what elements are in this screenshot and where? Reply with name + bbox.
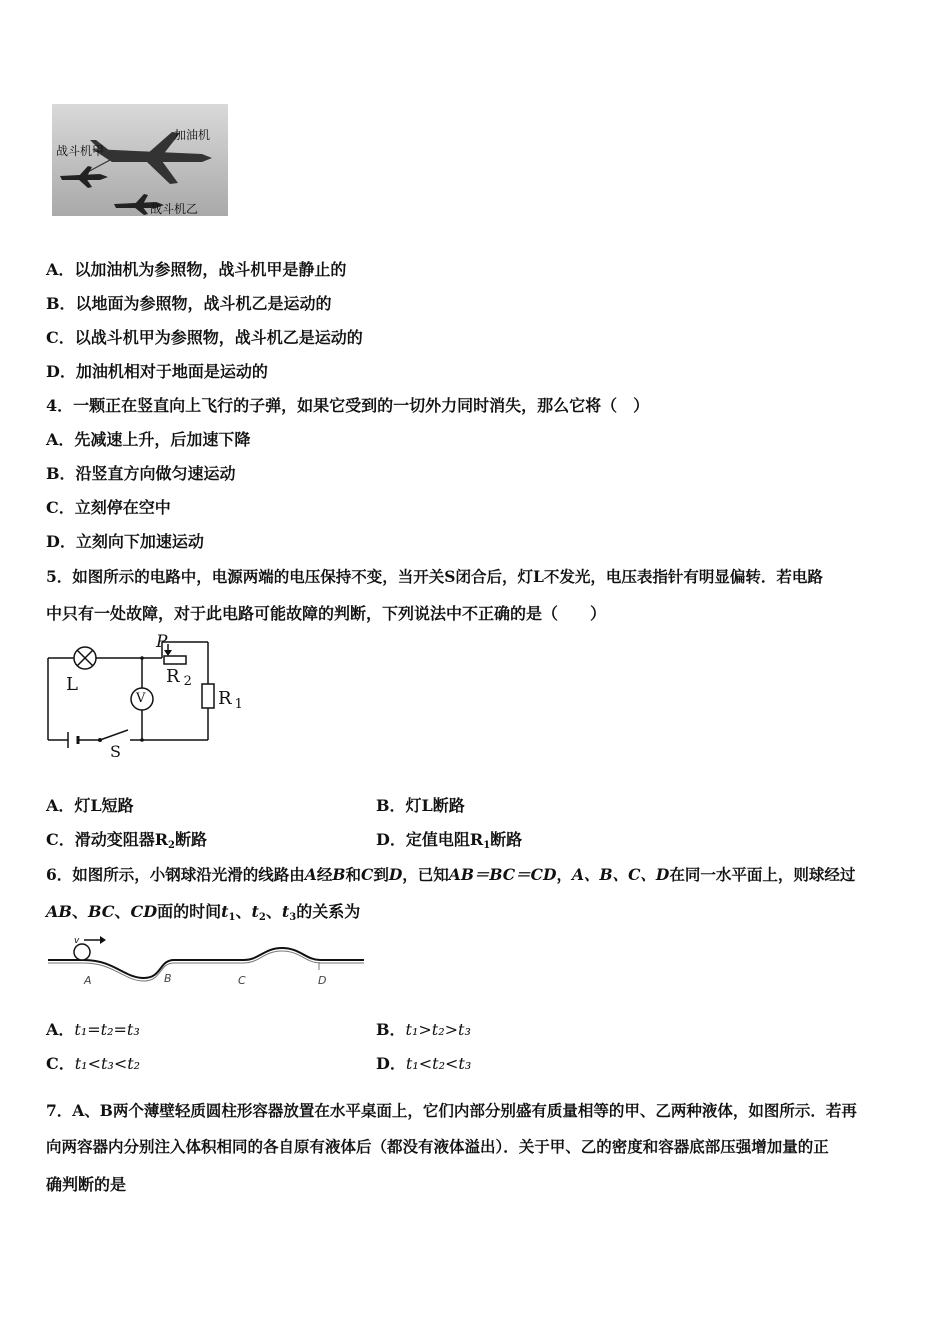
label-point-C: C	[238, 974, 246, 987]
label-velocity: v	[74, 936, 80, 946]
q5-option-a: A．灯L短路	[46, 796, 134, 815]
label-point-B: B	[164, 972, 172, 985]
label-switch-S: S	[110, 742, 121, 761]
refueling-photo	[52, 104, 228, 216]
fighter-a-label: 战斗机甲	[56, 144, 105, 158]
q4-stem: 4．一颗正在竖直向上飞行的子弹，如果它受到的一切外力同时消失，那么它将（ ）	[46, 396, 650, 415]
q6-stem-line2: AB、BC、CD面的时间t1、t2、t3的关系为	[46, 902, 361, 923]
label-R1: R $_1$	[218, 688, 243, 712]
q5-option-b: B．灯L断路	[376, 796, 465, 815]
q6-option-a: A．t₁=t₂=t₃	[46, 1020, 140, 1039]
fighter-b-label: 战斗机乙	[150, 202, 199, 216]
q3-option-d: D．加油机相对于地面是运动的	[46, 362, 268, 381]
label-voltmeter-V: V	[136, 691, 146, 706]
label-point-D: D	[318, 974, 327, 987]
q6-option-c: C．t₁<t₃<t₂	[46, 1054, 141, 1073]
q6-option-b: B．t₁>t₂>t₃	[376, 1020, 471, 1039]
refueling-photo-drawing	[52, 104, 228, 216]
q6-option-d: D．t₁<t₂<t₃	[376, 1054, 472, 1073]
q5-stem-line2: 中只有一处故障，对于此电路可能故障的判断，下列说法中不正确的是（ ）	[46, 604, 607, 623]
label-slider-P: P	[156, 632, 168, 652]
label-lamp-L: L	[66, 674, 78, 695]
q5-option-d: D．定值电阻R1断路	[376, 830, 523, 851]
circuit-diagram	[44, 632, 254, 766]
q4-option-d: D．立刻向下加速运动	[46, 532, 204, 551]
label-point-A: A	[84, 974, 92, 987]
q3-option-b: B．以地面为参照物，战斗机乙是运动的	[46, 294, 332, 313]
q6-stem-line1: 6．如图所示，小钢球沿光滑的线路由A经B和C到D，已知AB＝BC＝CD，A、B、C、D在同一水平面上，则球经过	[46, 865, 856, 884]
tanker-label: 加油机	[174, 128, 211, 142]
q5-option-c: C．滑动变阻器R2断路	[46, 830, 208, 851]
q3-option-a: A．以加油机为参照物，战斗机甲是静止的	[46, 260, 347, 279]
q7-stem-line1: 7．A、B两个薄壁轻质圆柱形容器放置在水平桌面上，它们内部分别盛有质量相等的甲、乙两种液体，如图所示．若再	[46, 1101, 857, 1120]
track-diagram	[44, 932, 368, 992]
q7-stem-line3: 确判断的是	[46, 1175, 127, 1194]
q3-option-c: C．以战斗机甲为参照物，战斗机乙是运动的	[46, 328, 363, 347]
steel-ball	[74, 944, 90, 960]
q4-option-a: A．先减速上升，后加速下降	[46, 430, 251, 449]
q4-option-c: C．立刻停在空中	[46, 498, 171, 517]
q7-stem-line2: 向两容器内分别注入体积相同的各自原有液体后（都没有液体溢出）．关于甲、乙的密度和容器底部压强增加量的正	[46, 1137, 829, 1156]
q4-option-b: B．沿竖直方向做匀速运动	[46, 464, 236, 483]
q5-stem-line1: 5．如图所示的电路中，电源两端的电压保持不变，当开关S闭合后，灯L不发光，电压表指针有明显偏转．若电路	[46, 567, 823, 586]
label-R2: R 2	[166, 666, 192, 689]
